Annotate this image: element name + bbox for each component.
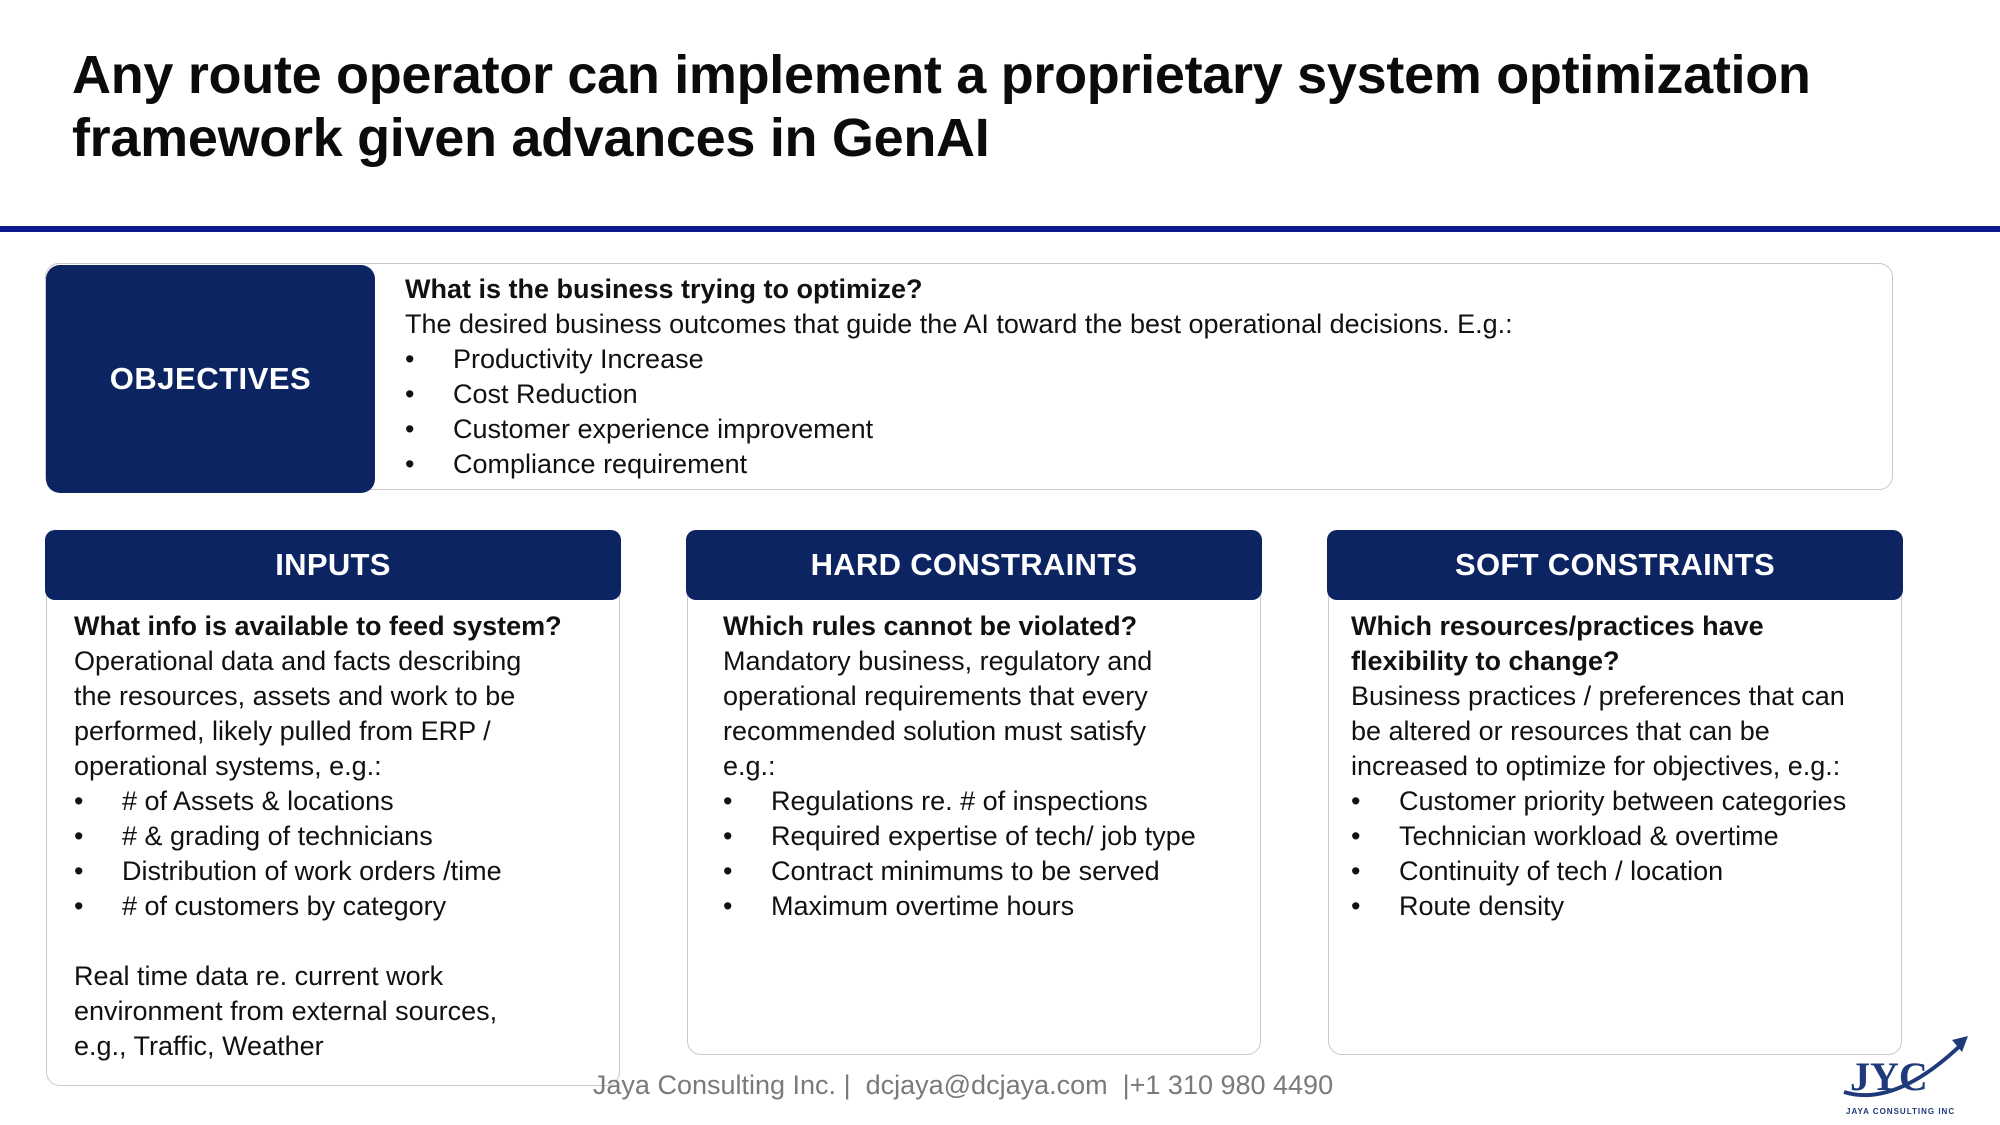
footer-separator: | xyxy=(1122,1070,1130,1100)
list-item: • # & grading of technicians xyxy=(74,819,614,854)
soft-constraints-question: Which resources/practices have flexibility to change? xyxy=(1351,611,1764,676)
title-line-2: framework given advances in GenAI xyxy=(72,108,990,168)
bullet-icon: • xyxy=(723,786,733,816)
list-item: • Regulations re. # of inspections xyxy=(723,784,1263,819)
title-divider xyxy=(0,226,2000,232)
soft-constraints-content xyxy=(1351,609,1911,924)
bullet-icon: • xyxy=(74,786,84,816)
footer-email[interactable]: dcjaya@dcjaya.com xyxy=(865,1070,1108,1100)
list-item: • Customer experience improvement xyxy=(405,412,1865,447)
bullet-icon: • xyxy=(1351,891,1361,921)
list-item: • Required expertise of tech/ job type xyxy=(723,819,1263,854)
hard-constraints-content xyxy=(723,609,1263,924)
list-item: • Productivity Increase xyxy=(405,342,1865,377)
logo-subtitle: JAYA CONSULTING INC xyxy=(1846,1107,1956,1116)
hard-constraints-question: Which rules cannot be violated? xyxy=(723,611,1138,641)
bullet-icon: • xyxy=(405,379,415,409)
objectives-question: What is the business trying to optimize? xyxy=(405,274,923,304)
hard-constraints-description: Mandatory business, regulatory and operational requirements that every recommended solution must satisfy e.g.: xyxy=(723,646,1153,781)
objectives-content xyxy=(405,272,1865,482)
list-item: • Route density xyxy=(1351,889,1911,924)
soft-constraints-header: SOFT CONSTRAINTS xyxy=(1327,530,1903,600)
list-item: • Maximum overtime hours xyxy=(723,889,1263,924)
list-item: • Cost Reduction xyxy=(405,377,1865,412)
inputs-question: What info is available to feed system? xyxy=(74,611,562,641)
hard-constraints-list xyxy=(723,784,1263,924)
list-item: • Compliance requirement xyxy=(405,447,1865,482)
bullet-icon: • xyxy=(74,891,84,921)
bullet-icon: • xyxy=(405,344,415,374)
objectives-description: The desired business outcomes that guide the AI toward the best operational decisions. E.g.: xyxy=(405,309,1513,339)
list-item: • Continuity of tech / location xyxy=(1351,854,1911,889)
list-item: • # of Assets & locations xyxy=(74,784,614,819)
bullet-icon: • xyxy=(405,449,415,479)
bullet-icon: • xyxy=(1351,856,1361,886)
hard-constraints-header: HARD CONSTRAINTS xyxy=(686,530,1262,600)
list-item: • Contract minimums to be served xyxy=(723,854,1263,889)
bullet-icon: • xyxy=(723,821,733,851)
bullet-icon: • xyxy=(405,414,415,444)
bullet-icon: • xyxy=(723,856,733,886)
soft-constraints-list xyxy=(1351,784,1911,924)
inputs-extra: Real time data re. current work environment from external sources, e.g., Traffic, Weather xyxy=(74,961,498,1061)
inputs-description: Operational data and facts describing the resources, assets and work to be performed, likely pulled from ERP / operational systems, e.g.: xyxy=(74,646,522,781)
bullet-icon: • xyxy=(74,821,84,851)
bullet-icon: • xyxy=(74,856,84,886)
company-logo xyxy=(1836,1030,1970,1120)
logo-mark: JYC xyxy=(1850,1054,1928,1099)
bullet-icon: • xyxy=(1351,821,1361,851)
title-line-1: Any route operator can implement a proprietary system optimization xyxy=(72,45,1811,105)
inputs-list xyxy=(74,784,614,924)
bullet-icon: • xyxy=(723,891,733,921)
page-title xyxy=(72,44,1932,170)
list-item: • Distribution of work orders /time xyxy=(74,854,614,889)
list-item: • # of customers by category xyxy=(74,889,614,924)
list-item: • Customer priority between categories xyxy=(1351,784,1911,819)
footer-company: Jaya Consulting Inc. xyxy=(592,1070,837,1100)
inputs-content xyxy=(74,609,614,1064)
footer-separator: | xyxy=(843,1070,851,1100)
footer xyxy=(0,1070,2000,1101)
inputs-header: INPUTS xyxy=(45,530,621,600)
objectives-list xyxy=(405,342,1865,482)
footer-phone: +1 310 980 4490 xyxy=(1129,1070,1334,1100)
objectives-label: OBJECTIVES xyxy=(46,265,375,493)
list-item: • Technician workload & overtime xyxy=(1351,819,1911,854)
soft-constraints-description: Business practices / preferences that can be altered or resources that can be increased to optimize for objectives, e.g.: xyxy=(1351,681,1845,781)
bullet-icon: • xyxy=(1351,786,1361,816)
